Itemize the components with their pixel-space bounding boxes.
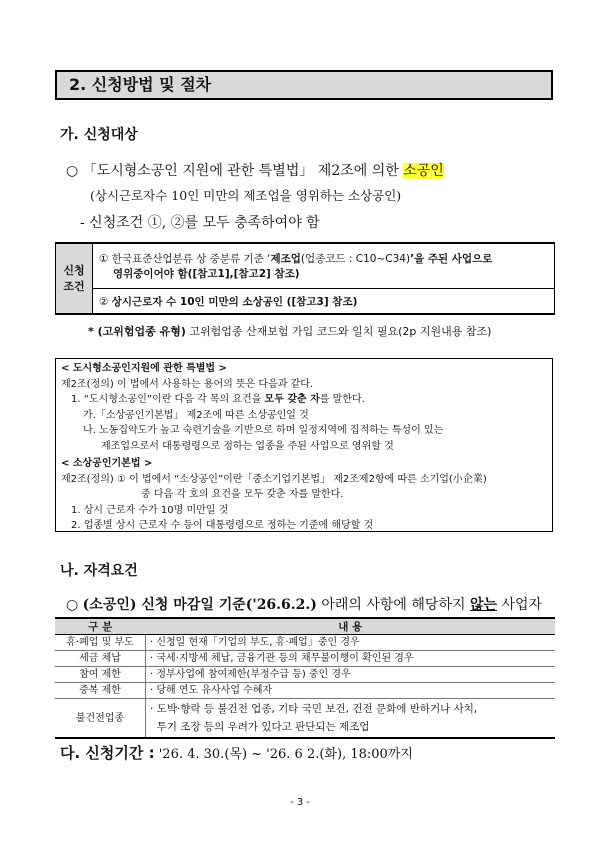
subsection-b-title: 나. 자격요건	[60, 563, 138, 579]
condition-intro: - 신청조건 ①, ②를 모두 충족하여야 함	[80, 215, 320, 231]
page-number: - 3 -	[290, 797, 310, 808]
header-category: 구 분	[55, 618, 146, 635]
law-title-1: < 도시형소공인지원에 관한 특별법 >	[61, 363, 227, 374]
section-title: 2. 신청방법 및 절차	[55, 70, 553, 100]
law-reference-box: < 도시형소공인지원에 관한 특별법 > 제2조(정의) 이 법에서 사용하는 용어의 뜻은 다음과 같다. 1. “도시형소공인”이란 다음 각 목의 요건을 모두 갖춘 자를 말한다. 가.「소상공인기본법」 제2조에 따른 소상공인일 것 나. 노동집약도가 높고 숙련기술을 기반으로 하며 일정지역에 집적하는 특성이 있는 제조업으로서 대통령령으로 정하는 업종을 주된 사업으로 영위할 것 < 소상공인기본법 > 제2조(정의) ① 이 법에서 “소상공인”이란「중소기업기본법」 제2조제2항에 따른 소기업(小企業) 중 다음 각 호의 요건을 모두 갖춘 자를 말한다. 1. 상시 근로자 수가 10명 미만일 것 2. 업종별 상시 근로자 수 등이 대통령령으로 정하는 기준에 해당할 것	[55, 358, 553, 532]
table-row: 휴·폐업 및 부도 · 신청일 현재「기업의 부도, 휴·폐업」중인 경우	[55, 635, 555, 651]
application-period: 다. 신청기간 : '26. 4. 30.(목) ~ '26. 6 2.(화), 18:00까지	[60, 744, 413, 762]
condition-table	[55, 242, 555, 315]
target-subtext: (상시근로자수 10인 미만의 제조업을 영위하는 소상공인)	[90, 188, 402, 203]
target-text: 「도시형소공인 지원에 관한 특별법」 제2조에 의한	[82, 163, 399, 179]
bullet: ○	[66, 163, 79, 179]
highlight-sogongin: 소공인	[403, 163, 444, 179]
condition-row-2: ② 상시근로자 수 10인 미만의 소상공인 ([참고3] 참조)	[93, 289, 555, 315]
law-title-2: < 소상공인기본법 >	[61, 458, 153, 469]
subsection-a-title: 가. 신청대상	[60, 127, 138, 143]
target-line	[66, 160, 444, 180]
table-row: 참여 제한 · 정부사업에 참여제한(부정수급 등) 중인 경우	[55, 667, 555, 683]
table-row: 세금 체납 · 국세·지방세 체납, 금융기관 등의 채무불이행이 확인된 경우	[55, 651, 555, 667]
condition-label: 신청 조건	[56, 243, 93, 314]
header-content: 내 용	[146, 618, 556, 635]
table-row: 중복 제한 · 당해 연도 유사사업 수혜자	[55, 683, 555, 699]
qualification-table	[55, 617, 555, 739]
high-risk-note: * (고위험업종 유형) 고위험업종 산재보험 가입 코드와 일치 필요(2p 지원내용 참조)	[88, 325, 492, 338]
table-row: 불건전업종 · 도박·향락 등 불건전 업종, 기타 국민 보건, 건전 문화에 반하거나 사치, 투기 조장 등의 우려가 있다고 판단되는 제조업	[55, 699, 555, 739]
condition-row-1: ① 한국표준산업분류 상 중분류 기준 ‘제조업(업종코드 : C10~C34)’을 주된 사업으로 영위중이어야 함([참고1],[참고2] 참조)	[93, 243, 555, 289]
qualification-line: ○ (소공인) 신청 마감일 기준('26.6.2.) 아래의 사항에 해당하지 않는 사업자	[66, 597, 543, 613]
